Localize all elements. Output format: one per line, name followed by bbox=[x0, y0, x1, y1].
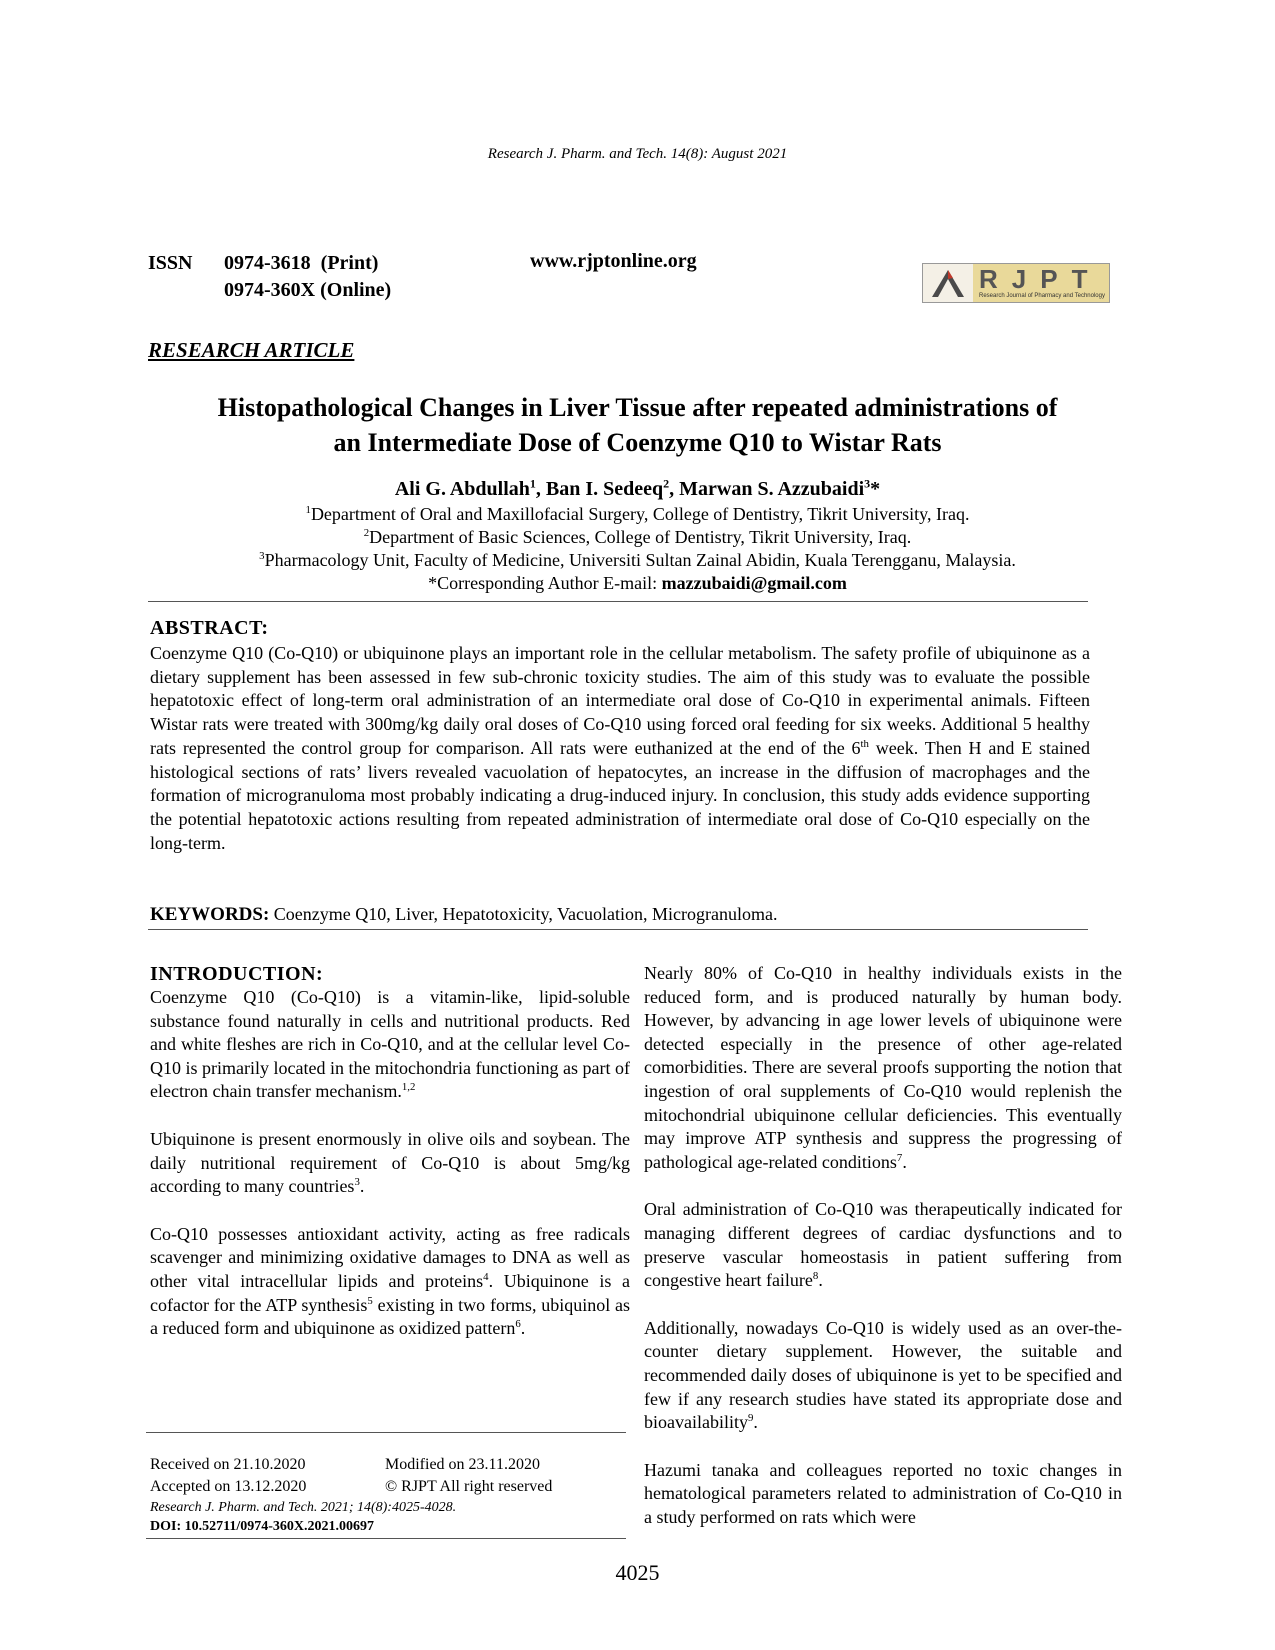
corresponding-author: *Corresponding Author E-mail: mazzubaidi@gmail.com bbox=[428, 573, 847, 593]
introduction-heading: INTRODUCTION: bbox=[150, 963, 324, 985]
divider-top bbox=[148, 601, 1088, 602]
issn-print: 0974-3618 (Print) bbox=[224, 252, 379, 274]
article-history bbox=[150, 1454, 620, 1536]
right-paragraph-4: Hazumi tanaka and colleagues reported no toxic changes in hematological parameters related to administration of Co-Q10 in a study performed on rats which were bbox=[644, 1459, 1122, 1527]
abstract-body: Coenzyme Q10 (Co-Q10) or ubiquinone plays an important role in the cellular metabolism. The safety profile of ubiquinone as a dietary supplement has been assessed in few sub-chronic toxicity studies. The aim of this study was to evaluate the possible hepatotoxic effect of long-term oral administration of an intermediate oral dose of Co-Q10 in experimental animals. Fifteen Wistar rats were treated with 300mg/kg daily oral doses of Co-Q10 using forced oral feeding for six weeks. Additional 5 healthy rats represented the control group for comparison. All rats were euthanized at the end of the 6th week. Then H and E stained histological sections of rats’ livers revealed vacuolation of hepatocytes, an increase in the diffusion of macrophages and the formation of microgranuloma most probably indicating a drug-induced injury. In conclusion, this study adds evidence supporting the potential hepatotoxic actions resulting from repeated administration of intermediate oral dose of Co-Q10 especially on the long-term. bbox=[150, 643, 1090, 853]
logo-mark-icon bbox=[923, 264, 973, 302]
affiliation-2: $^2$Department of Basic Sciences, College of Dentistry, Tikrit University, Iraq. bbox=[363, 527, 912, 547]
article-type: RESEARCH ARTICLE bbox=[148, 338, 355, 362]
accepted-date: Accepted on 13.12.2020 bbox=[150, 1478, 307, 1495]
divider-keywords bbox=[148, 929, 1088, 930]
affiliation-3: $^3$Pharmacology Unit, Faculty of Medicine, Universiti Sultan Zainal Abidin, Kuala Terengganu, Malaysia. bbox=[259, 550, 1016, 570]
logo-subtitle: Research Journal of Pharmacy and Technology bbox=[979, 293, 1105, 299]
author-2: Ban I. Sedeeq bbox=[545, 478, 664, 500]
author-3: Marwan S. Azzubaidi bbox=[679, 478, 865, 500]
modified-date: Modified on 23.11.2020 bbox=[385, 1456, 540, 1473]
keywords bbox=[150, 904, 777, 926]
rights-notice: © RJPT All right reserved bbox=[385, 1478, 553, 1495]
issn-block bbox=[148, 250, 391, 304]
citation: Research J. Pharm. and Tech. 2021; 14(8):4025-4028. bbox=[150, 1500, 457, 1515]
corresponding-email[interactable]: mazzubaidi@gmail.com bbox=[661, 573, 847, 593]
right-paragraph-1: Nearly 80% of Co-Q10 in healthy individuals exists in the reduced form, and is produced naturally by human body. However, by advancing in age lower levels of ubiquinone were detected especially in the presence of other age-related comorbidities. There are several proofs supporting the notion that ingestion of oral supplements of Co-Q10 would replenish the mitochondrial ubiquinone cellular deficiencies. This eventually may improve ATP synthesis and suppress the progressing of pathological age-related conditions$^7$. bbox=[644, 963, 1122, 1172]
website-link[interactable]: www.rjptonline.org bbox=[530, 250, 697, 272]
page-number: 4025 bbox=[615, 1560, 660, 1585]
article-title bbox=[120, 390, 1155, 460]
title-line-2: an Intermediate Dose of Coenzyme Q10 to Wistar Rats bbox=[333, 428, 942, 457]
received-date: Received on 21.10.2020 bbox=[150, 1456, 306, 1473]
right-column bbox=[644, 962, 1122, 1529]
intro-paragraph-3: Co-Q10 possesses antioxidant activity, acting as free radicals scavenger and minimizing oxidative damages to DNA as well as other vital intracellular lipids and proteins$^4$. Ubiquinone is a cofactor for the ATP synthesis$^5$ existing in two forms, ubiquinol as a reduced form and ubiquinone as oxidized pattern$^6$. bbox=[150, 1223, 630, 1339]
running-head: Research J. Pharm. and Tech. 14(8): August 2021 bbox=[487, 146, 788, 162]
journal-logo bbox=[922, 263, 1110, 303]
issn-label: ISSN bbox=[148, 252, 193, 274]
logo-brand: RJPT bbox=[979, 264, 1102, 294]
right-paragraph-3: Additionally, nowadays Co-Q10 is widely used as an over-the-counter dietary supplement. However, the suitable and recommended daily doses of ubiquinone is yet to be specified and few if any research studies have stated its appropriate dose and bioavailability$^9$. bbox=[644, 1317, 1122, 1433]
doi-link[interactable]: DOI: 10.52711/0974-360X.2021.00697 bbox=[150, 1519, 374, 1534]
title-line-1: Histopathological Changes in Liver Tissue after repeated administrations of bbox=[217, 393, 1058, 422]
keywords-text: Coenzyme Q10, Liver, Hepatotoxicity, Vacuolation, Microgranuloma. bbox=[269, 904, 778, 924]
right-paragraph-2: Oral administration of Co-Q10 was therapeutically indicated for managing different degrees of cardiac dysfunctions and to preserve vascular homeostasis in patient suffering from congestive heart failure$^8$. bbox=[644, 1199, 1122, 1291]
issn-online: 0974-360X (Online) bbox=[224, 279, 392, 301]
abstract-heading: ABSTRACT: bbox=[150, 617, 269, 639]
intro-paragraph-2: Ubiquinone is present enormously in olive oils and soybean. The daily nutritional requirement of Co-Q10 is about 5mg/kg according to many countries$^3$. bbox=[150, 1128, 630, 1197]
author-1: Ali G. Abdullah bbox=[394, 478, 530, 500]
keywords-label: KEYWORDS: bbox=[150, 904, 270, 925]
affiliation-1: $^1$Department of Oral and Maxillofacial Surgery, College of Dentistry, Tikrit University, Iraq. bbox=[305, 504, 970, 524]
author-list: Ali G. Abdullah$^1$, Ban I. Sedeeq$^2$, Marwan S. Azzubaidi$^3$* bbox=[394, 476, 881, 500]
left-column bbox=[150, 962, 630, 1365]
intro-paragraph-1: Coenzyme Q10 (Co-Q10) is a vitamin-like, lipid-soluble substance found naturally in cells and nutritional products. Red and white fleshes are rich in Co-Q10, and at the cellular level Co-Q10 is primarily located in the mitochondria functioning as part of electron chain transfer mechanism.$^{1,2}$ bbox=[150, 987, 630, 1102]
divider-footer-bottom bbox=[146, 1538, 626, 1539]
divider-footer-top bbox=[146, 1432, 626, 1433]
